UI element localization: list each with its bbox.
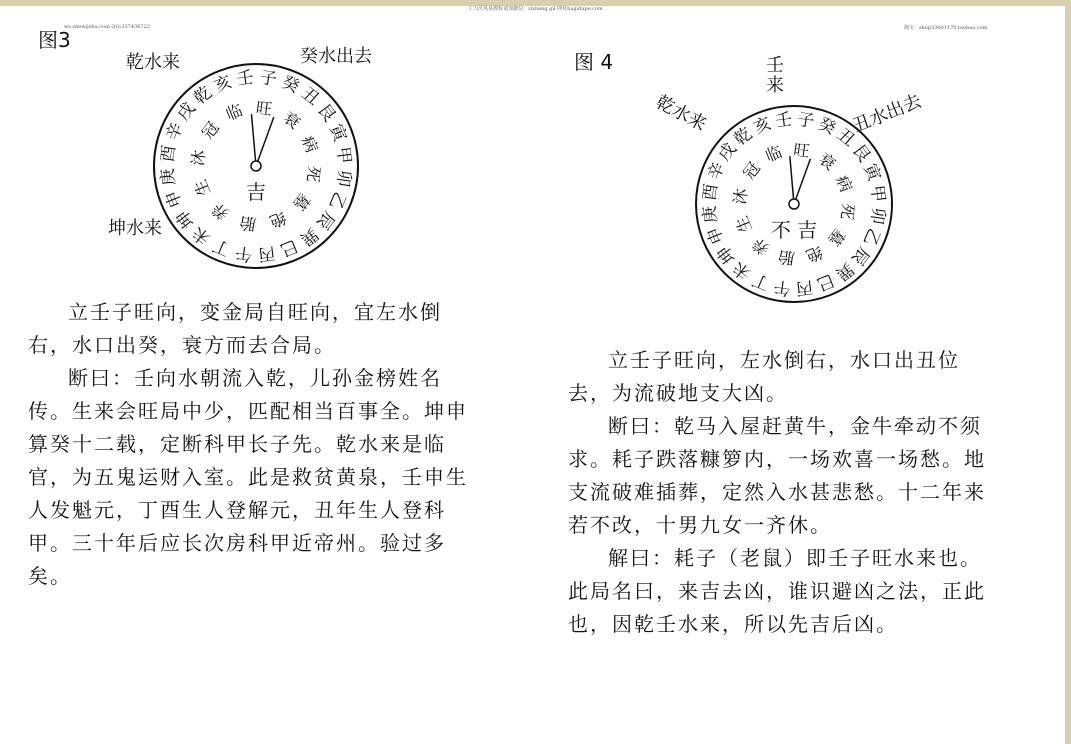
- fig3-inner-char: 胎: [238, 212, 258, 234]
- fig4-outer-char: 艮: [847, 140, 875, 167]
- right-paragraph-3: 解曰：耗子（老鼠）即壬子旺水来也。此局名曰，来吉去凶，谁识避凶之法，正此也，因乾壬水来，所以先吉后凶。: [568, 546, 986, 636]
- fig3-outer-char: 坤: [172, 206, 199, 232]
- fig4-outer-char: 辰: [847, 242, 874, 269]
- fig3-outer-char: 辰: [312, 207, 339, 234]
- fig4-outer-char: 丑: [832, 124, 859, 151]
- right-page-text: [568, 344, 1000, 641]
- fig3-outer-char: 丁: [209, 234, 234, 260]
- fig3-outer-char: 午: [233, 242, 254, 265]
- fig3-pointer: [251, 114, 273, 166]
- fig3-outer-char: 酉: [157, 143, 180, 164]
- fig3-inner-char: 墓: [289, 189, 315, 214]
- left-paragraph-1: 立壬子旺向，变金局自旺向，宜左水倒右，水口出癸，衰方而去合局。: [28, 300, 442, 357]
- fig4-outer-char: 辛: [704, 159, 730, 183]
- fig4-inner-char: 临: [762, 142, 785, 166]
- fig3-label-qian-water: 乾水来: [126, 52, 180, 73]
- fig3-outer-char: 甲: [332, 145, 355, 165]
- fig3-outer-char: 申: [161, 187, 187, 211]
- left-paragraph-2: 断曰：壬向水朝流入乾，儿孙金榜姓名传。生来会旺局中少，匹配相当百事全。坤申算癸十二载，定断科甲长子先。乾水来是临官，为五鬼运财入室。此是救贫黄泉，壬申生人发魁元，丁酉生人登解元，丑年生人登科甲。三十年后应长次房科甲近帝州。验过多矣。: [28, 366, 468, 588]
- fig3-outer-char: 巽: [296, 223, 322, 250]
- fig3-outer-char: 未: [188, 222, 215, 249]
- fig4-outer-char: 乙: [858, 225, 884, 249]
- fig3-outer-char: 戌: [173, 98, 200, 125]
- fig4-center-verdict: 不 吉: [770, 218, 818, 242]
- fig3-compass-wheel: [152, 62, 360, 270]
- fig3-inner-char: 死: [302, 164, 324, 184]
- fig4-outer-char: 申: [703, 223, 729, 248]
- fig4-outer-char: 甲: [866, 184, 889, 204]
- right-paragraph-2: 断曰：乾马入屋赶黄牛，金牛牵动不须求。耗子跌落糠箩内，一场欢喜一场愁。地支流破难插葬，定然入水甚悲愁。十二年来若不改，十男九女一齐休。: [568, 414, 986, 537]
- fig4-outer-char: 丁: [749, 268, 773, 294]
- fig3-outer-char: 乾: [190, 82, 216, 109]
- fig4-label-ren-come: 壬来: [766, 55, 784, 96]
- fig3-outer-char: 癸: [278, 72, 303, 98]
- fig4-label-qian-water: 乾水来: [652, 91, 710, 136]
- fig3-outer-char: 子: [258, 67, 279, 90]
- fig3-label-kun-water: 坤水来: [108, 218, 162, 239]
- fig4-outer-char: 未: [729, 257, 756, 284]
- fig3-center-dot: [251, 161, 261, 171]
- header-watermark-left: ws.zhewijshu.com QQ:337436722: [64, 24, 150, 30]
- fig3-outer-char: 乙: [324, 188, 350, 213]
- fig4-inner-char: 旺: [792, 140, 811, 162]
- fig4-outer-char: 午: [772, 276, 793, 299]
- figure-4-label: 图 4: [574, 50, 614, 74]
- fig4-inner-char: 沐: [730, 187, 752, 206]
- fig4-inner-char: 胎: [777, 246, 796, 268]
- fig4-outer-char: 子: [795, 109, 816, 132]
- fig3-inner-char: 沐: [188, 148, 210, 168]
- fig3-inner-char: 冠: [197, 118, 223, 143]
- fig4-outer-char: 卯: [866, 205, 889, 226]
- fig3-outer-char: 庚: [157, 167, 180, 187]
- fig4-inner-char: 冠: [739, 158, 764, 183]
- figure-3-label: 图3: [38, 28, 71, 52]
- fig3-center-verdict: 吉: [246, 180, 266, 204]
- header-watermark-right: 淘宝：shop33601170.taobao.com: [904, 25, 988, 31]
- fig4-outer-char: 酉: [699, 182, 722, 203]
- fig4-outer-char: 戌: [714, 139, 741, 166]
- fig3-outer-char: 辛: [162, 119, 188, 144]
- right-paragraph-1: 立壬子旺向，左水倒右，水口出丑位去，为流破地支大凶。: [568, 348, 960, 405]
- fig3-outer-char: 巳: [277, 235, 301, 261]
- fig4-inner-char: 墓: [824, 225, 849, 250]
- fig4-outer-char: 坤: [713, 241, 741, 268]
- left-page-text: [28, 296, 468, 593]
- fig4-inner-char: 养: [748, 234, 773, 259]
- fig4-outer-char: 壬: [774, 109, 794, 132]
- header-watermark-center: 工力沃风易教程请加微信：zisheng.gil 网址baijidupe.com: [468, 6, 603, 12]
- fig3-inner-char: 病: [297, 133, 322, 156]
- fig3-inner-char: 生: [190, 176, 215, 199]
- fig3-outer-char: 丑: [297, 83, 324, 110]
- fig4-outer-char: 癸: [815, 114, 839, 140]
- fig4-outer-char: 亥: [750, 113, 775, 139]
- fig3-outer-char: 壬: [235, 67, 255, 90]
- fig3-outer-char: 艮: [313, 100, 340, 126]
- fig3-inner-char: 衰: [279, 107, 304, 133]
- fig4-inner-char: 衰: [815, 149, 840, 174]
- fig3-outer-char: 寅: [325, 121, 351, 145]
- fig3-outer-char: 丙: [257, 242, 277, 265]
- fig4-inner-char: 病: [832, 172, 856, 195]
- fig4-outer-char: 巽: [831, 257, 858, 285]
- page-frame-right: [1065, 0, 1071, 744]
- fig3-outer-char: 亥: [211, 71, 235, 97]
- fig4-outer-char: 寅: [859, 160, 885, 185]
- fig4-outer-char: 巳: [813, 269, 838, 295]
- fig3-inner-char: 绝: [266, 207, 289, 232]
- fig4-pointer: [790, 156, 811, 204]
- fig3-outer-char: 卯: [332, 168, 355, 189]
- fig4-center-dot: [789, 199, 799, 209]
- fig4-outer-char: 庚: [699, 204, 722, 224]
- fig4-outer-char: 乾: [730, 123, 757, 151]
- fig4-inner-char: 绝: [803, 242, 826, 266]
- fig4-inner-char: 死: [836, 202, 858, 221]
- fig4-inner-char: 生: [732, 213, 756, 236]
- fig4-compass-wheel: [694, 104, 894, 304]
- fig3-inner-char: 临: [223, 100, 246, 125]
- fig3-label-gui-water-out: 癸水出去: [300, 46, 372, 67]
- fig3-inner-char: 旺: [254, 98, 274, 120]
- fig3-inner-char: 养: [208, 199, 233, 225]
- fig4-outer-char: 丙: [794, 276, 814, 299]
- fig4-label-chou-water-out: 丑水出去: [849, 90, 925, 138]
